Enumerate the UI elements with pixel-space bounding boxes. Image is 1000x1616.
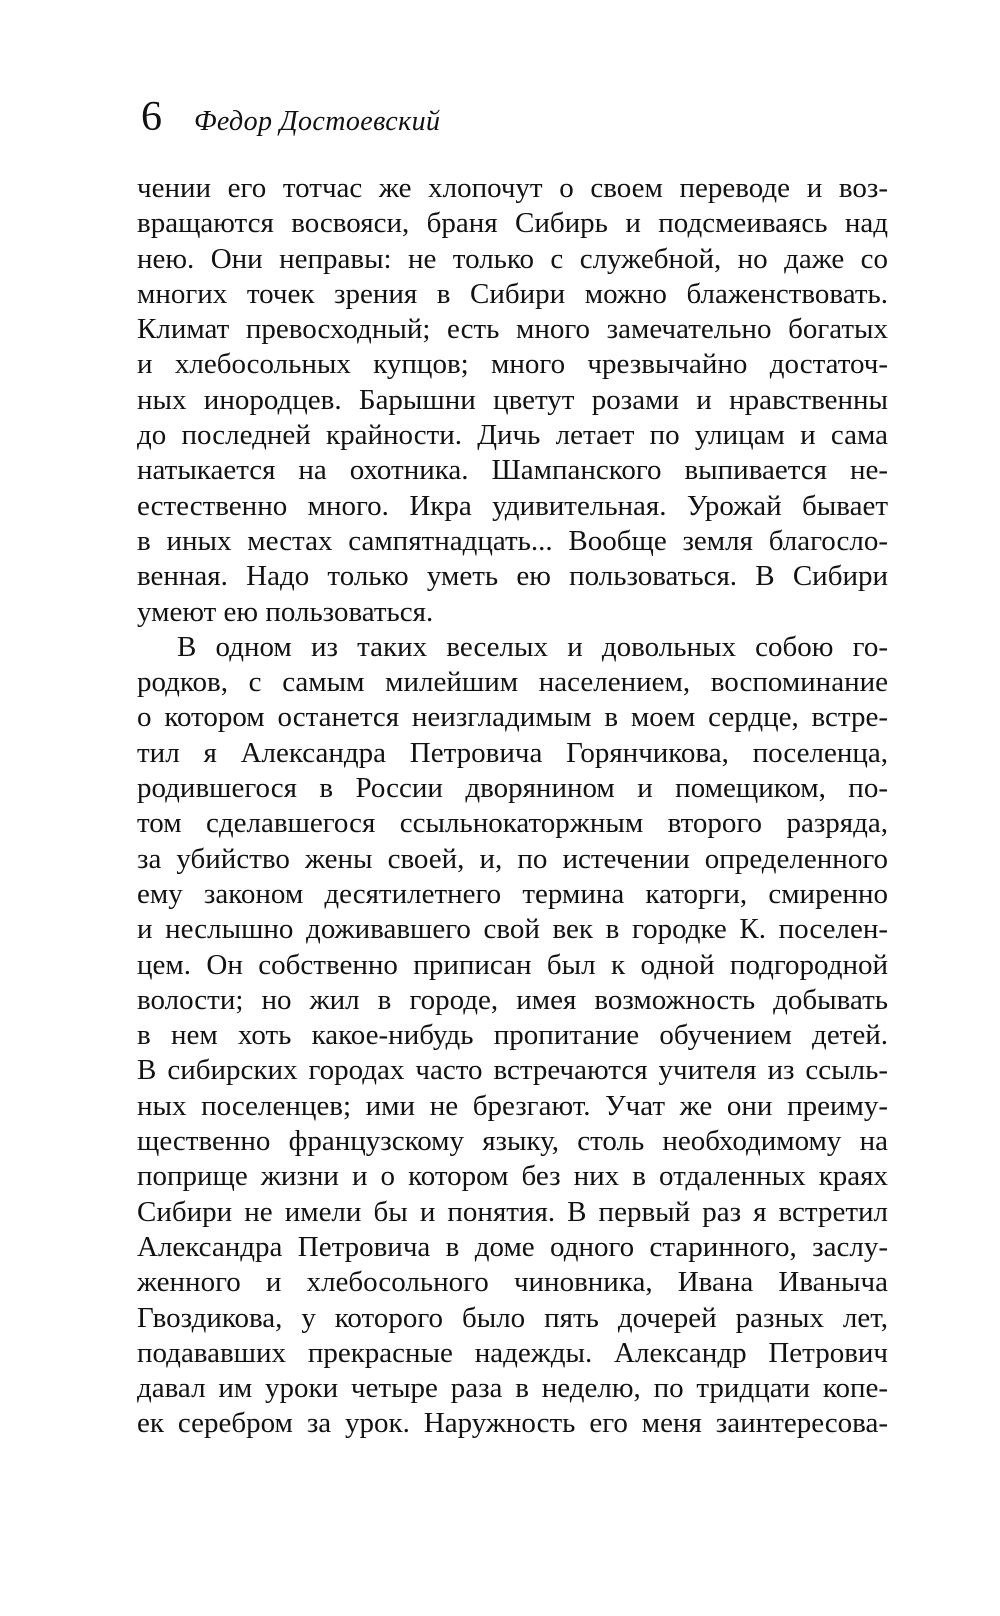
text-line: естественно много. Икра удивительная. Урожай бывает [137,489,888,522]
text-line: до последней крайности. Дичь летает по улицам и сама [137,419,888,452]
text-line: ек серебром за урок. Наружность его меня заинтересова- [137,1407,888,1440]
text-line: ных инородцев. Барышни цветут розами и нравственны [137,383,888,416]
text-line: поприще жизни и о котором без них в отдаленных краях [137,1160,888,1193]
text-line: родков, с самым милейшим населением, воспоминание [137,666,888,699]
text-line: Гвоздикова, у которого было пять дочерей разных лет, [137,1301,888,1334]
text-line: и неслышно доживавшего свой век в городке К. поселен- [137,913,888,946]
text-line: женного и хлебосольного чиновника, Ивана Иваныча [137,1266,888,1299]
text-line: волости; но жил в городе, имея возможность добывать [137,983,888,1016]
text-line: подававших прекрасные надежды. Александр Петрович [137,1336,888,1369]
running-header [141,96,440,138]
text-line: щественно французскому языку, столь необходимому на [137,1125,888,1158]
author-name: Федор Достоевский [194,106,441,137]
text-line: умеют ею пользоваться. [137,595,434,628]
text-line: родившегося в России дворянином и помещиком, по- [137,772,888,805]
text-line: том сделавшегося ссыльнокаторжным второго разряда, [137,807,888,840]
text-line: в нем хоть какое-нибудь пропитание обучением детей. [137,1019,888,1052]
text-line: В одном из таких веселых и довольных собою го- [177,630,888,663]
page-body [137,171,888,1442]
text-line: за убийство жены своей, и, по истечении определенного [137,842,888,875]
text-line: многих точек зрения в Сибири можно блаженствовать. [137,277,888,310]
text-line: давал им уроки четыре раза в неделю, по тридцати копе- [137,1372,888,1405]
text-line: Александра Петровича в доме одного старинного, заслу- [137,1230,888,1263]
text-line: натыкается на охотника. Шампанского выпивается не- [137,454,888,487]
text-line: и хлебосольных купцов; много чрезвычайно достаточ- [137,348,888,381]
text-line: цем. Он собственно приписан был к одной подгородной [137,948,888,981]
text-line: в иных местах сампятнадцать... Вообще земля благосло- [137,524,888,557]
page-number: 6 [141,94,162,140]
text-line: чении его тотчас же хлопочут о своем переводе и воз- [137,172,888,204]
text-line: о котором останется неизгладимым в моем сердце, встре- [137,701,888,734]
text-line: тил я Александра Петровича Горянчикова, поселенца, [137,736,888,769]
text-line: Сибири не имели бы и понятия. В первый раз я встретил [137,1195,888,1228]
text-line: венная. Надо только уметь ею пользоваться. В Сибири [137,560,888,593]
text-line: ных поселенцев; ими не брезгают. Учат же они преиму- [137,1089,888,1122]
text-line: Климат превосходный; есть много замечательно богатых [137,313,888,346]
text-line: вращаются восвояси, браня Сибирь и подсмеиваясь над [137,207,888,240]
text-line: В сибирских городах часто встречаются учителя из ссыль- [137,1054,888,1087]
text-line: нею. Они неправы: не только с служебной, но даже со [137,242,888,275]
text-line: ему законом десятилетнего термина каторги, смиренно [137,877,888,910]
